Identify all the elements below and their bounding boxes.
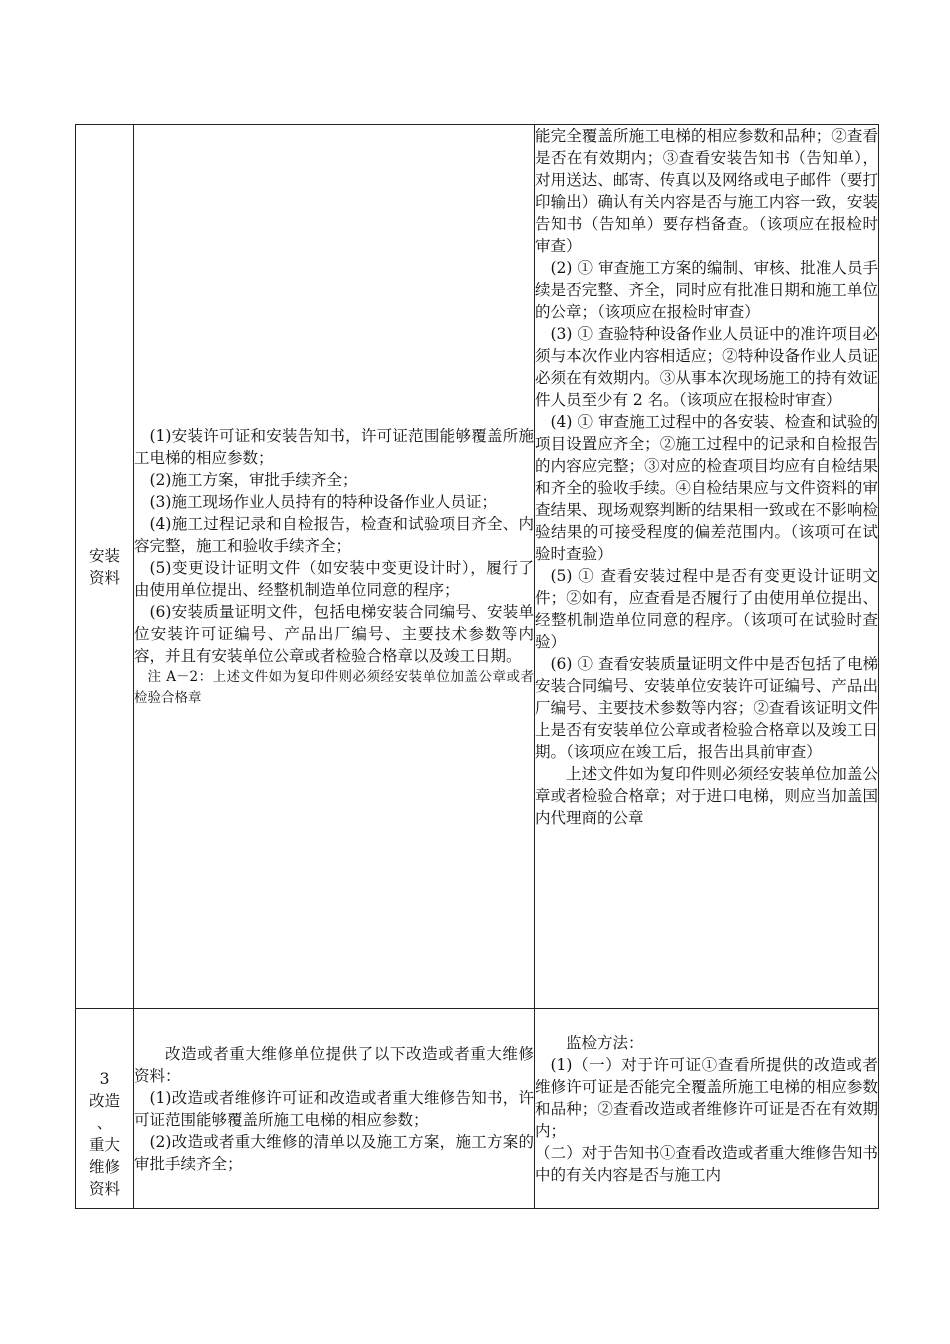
requirement-item: 改造或者重大维修单位提供了以下改造或者重大维修资料：: [134, 1044, 534, 1085]
table-row-installation: [76, 125, 879, 1009]
requirement-item: (3)施工现场作业人员持有的特种设备作业人员证；: [149, 492, 497, 511]
category-line: 重大: [88, 1135, 120, 1154]
requirements-cell-renovation: [134, 1009, 535, 1209]
requirement-item: (2)施工方案，审批手续齐全；: [149, 470, 358, 489]
table-row-renovation: [76, 1009, 879, 1209]
category-line: 资料: [88, 1179, 120, 1198]
method-item: 上述文件如为复印件则必须经安装单位加盖公章或者检验合格章；对于进口电梯，则应当加盖国内代理商的公章: [535, 765, 878, 827]
method-item: (6) ① 查看安装质量证明文件中是否包括了电梯安装合同编号、安装单位安装许可证编号、产品出厂编号、主要技术参数等内容；②查看该证明文件上是否有安装单位公章或者检验合格章以及竣工日期。（该项应在竣工后，报告出具前审查）: [535, 655, 878, 761]
requirement-item: (1)安装许可证和安装告知书，许可证范围能够覆盖所施工电梯的相应参数；: [134, 426, 534, 467]
inspection-table: [75, 124, 879, 1209]
methods-cell-installation: [535, 125, 879, 1009]
category-line: 资料: [88, 568, 120, 587]
requirement-item: (1)改造或者维修许可证和改造或者重大维修告知书，许可证范围能够覆盖所施工电梯的相应参数；: [134, 1088, 534, 1129]
method-item: （二）对于告知书①查看改造或者重大维修告知书中的有关内容是否与施工内: [535, 1143, 878, 1184]
category-line: 安装: [88, 546, 120, 565]
category-cell-installation: [76, 125, 134, 1009]
method-item: (1)（一）对于许可证①查看所提供的改造或者维修许可证是否能完全覆盖所施工电梯的相应参数和品种；②查看改造或者维修许可证是否在有效期内；: [535, 1055, 878, 1140]
requirement-note: 注 A－2：上述文件如为复印件则必须经安装单位加盖公章或者检验合格章: [134, 668, 534, 706]
category-line: 、: [96, 1113, 113, 1132]
method-item: (3) ① 查验特种设备作业人员证中的准许项目必须与本次作业内容相适应；②特种设备作业人员证必须在有效期内。③从事本次现场施工的持有效证件人员至少有 2 名。（该项应在报检时审查）: [535, 325, 878, 409]
requirement-item: (6)安装质量证明文件，包括电梯安装合同编号、安装单位安装许可证编号、产品出厂编号、主要技术参数等内容，并且有安装单位公章或者检验合格章以及竣工日期。: [134, 602, 534, 665]
method-item: (5) ① 查看安装过程中是否有变更设计证明文件；②如有，应查看是否履行了由使用单位提出、经整机制造单位同意的程序。（该项可在试验时查验）: [535, 567, 878, 651]
method-item: (4) ① 审查施工过程中的各安装、检查和试验的项目设置应齐全；②施工过程中的记录和自检报告的内容应完整；③对应的检查项目均应有自检结果和齐全的验收手续。④自检结果应与文件资料的审查结果、现场观察判断的结果相一致或在不影响检验结果的可接受程度的偏差范围内。（该项可在试验时查验）: [535, 413, 878, 563]
category-line: 3: [99, 1069, 110, 1088]
category-line: 维修: [88, 1157, 120, 1176]
method-item: 能完全覆盖所施工电梯的相应参数和品种；②查看是否在有效期内；③查看安装告知书（告知单），对用送达、邮寄、传真以及网络或电子邮件（要打印输出）确认有关内容是否与施工内容一致，安装告知书（告知单）要存档备查。（该项应在报检时审查）: [535, 127, 878, 255]
requirement-item: (5)变更设计证明文件（如安装中变更设计时），履行了由使用单位提出、经整机制造单位同意的程序；: [134, 558, 534, 599]
category-cell-renovation: [76, 1009, 134, 1209]
method-item: (2) ① 审查施工方案的编制、审核、批准人员手续是否完整、齐全，同时应有批准日期和施工单位的公章；（该项应在报检时审查）: [535, 259, 878, 321]
method-item: 监检方法：: [566, 1033, 644, 1052]
requirement-item: (2)改造或者重大维修的清单以及施工方案，施工方案的审批手续齐全；: [134, 1132, 534, 1173]
requirement-item: (4)施工过程记录和自检报告，检查和试验项目齐全、内容完整，施工和验收手续齐全；: [134, 514, 534, 555]
requirements-cell-installation: [134, 125, 535, 1009]
category-line: 改造: [88, 1091, 120, 1110]
methods-cell-renovation: [535, 1009, 879, 1209]
